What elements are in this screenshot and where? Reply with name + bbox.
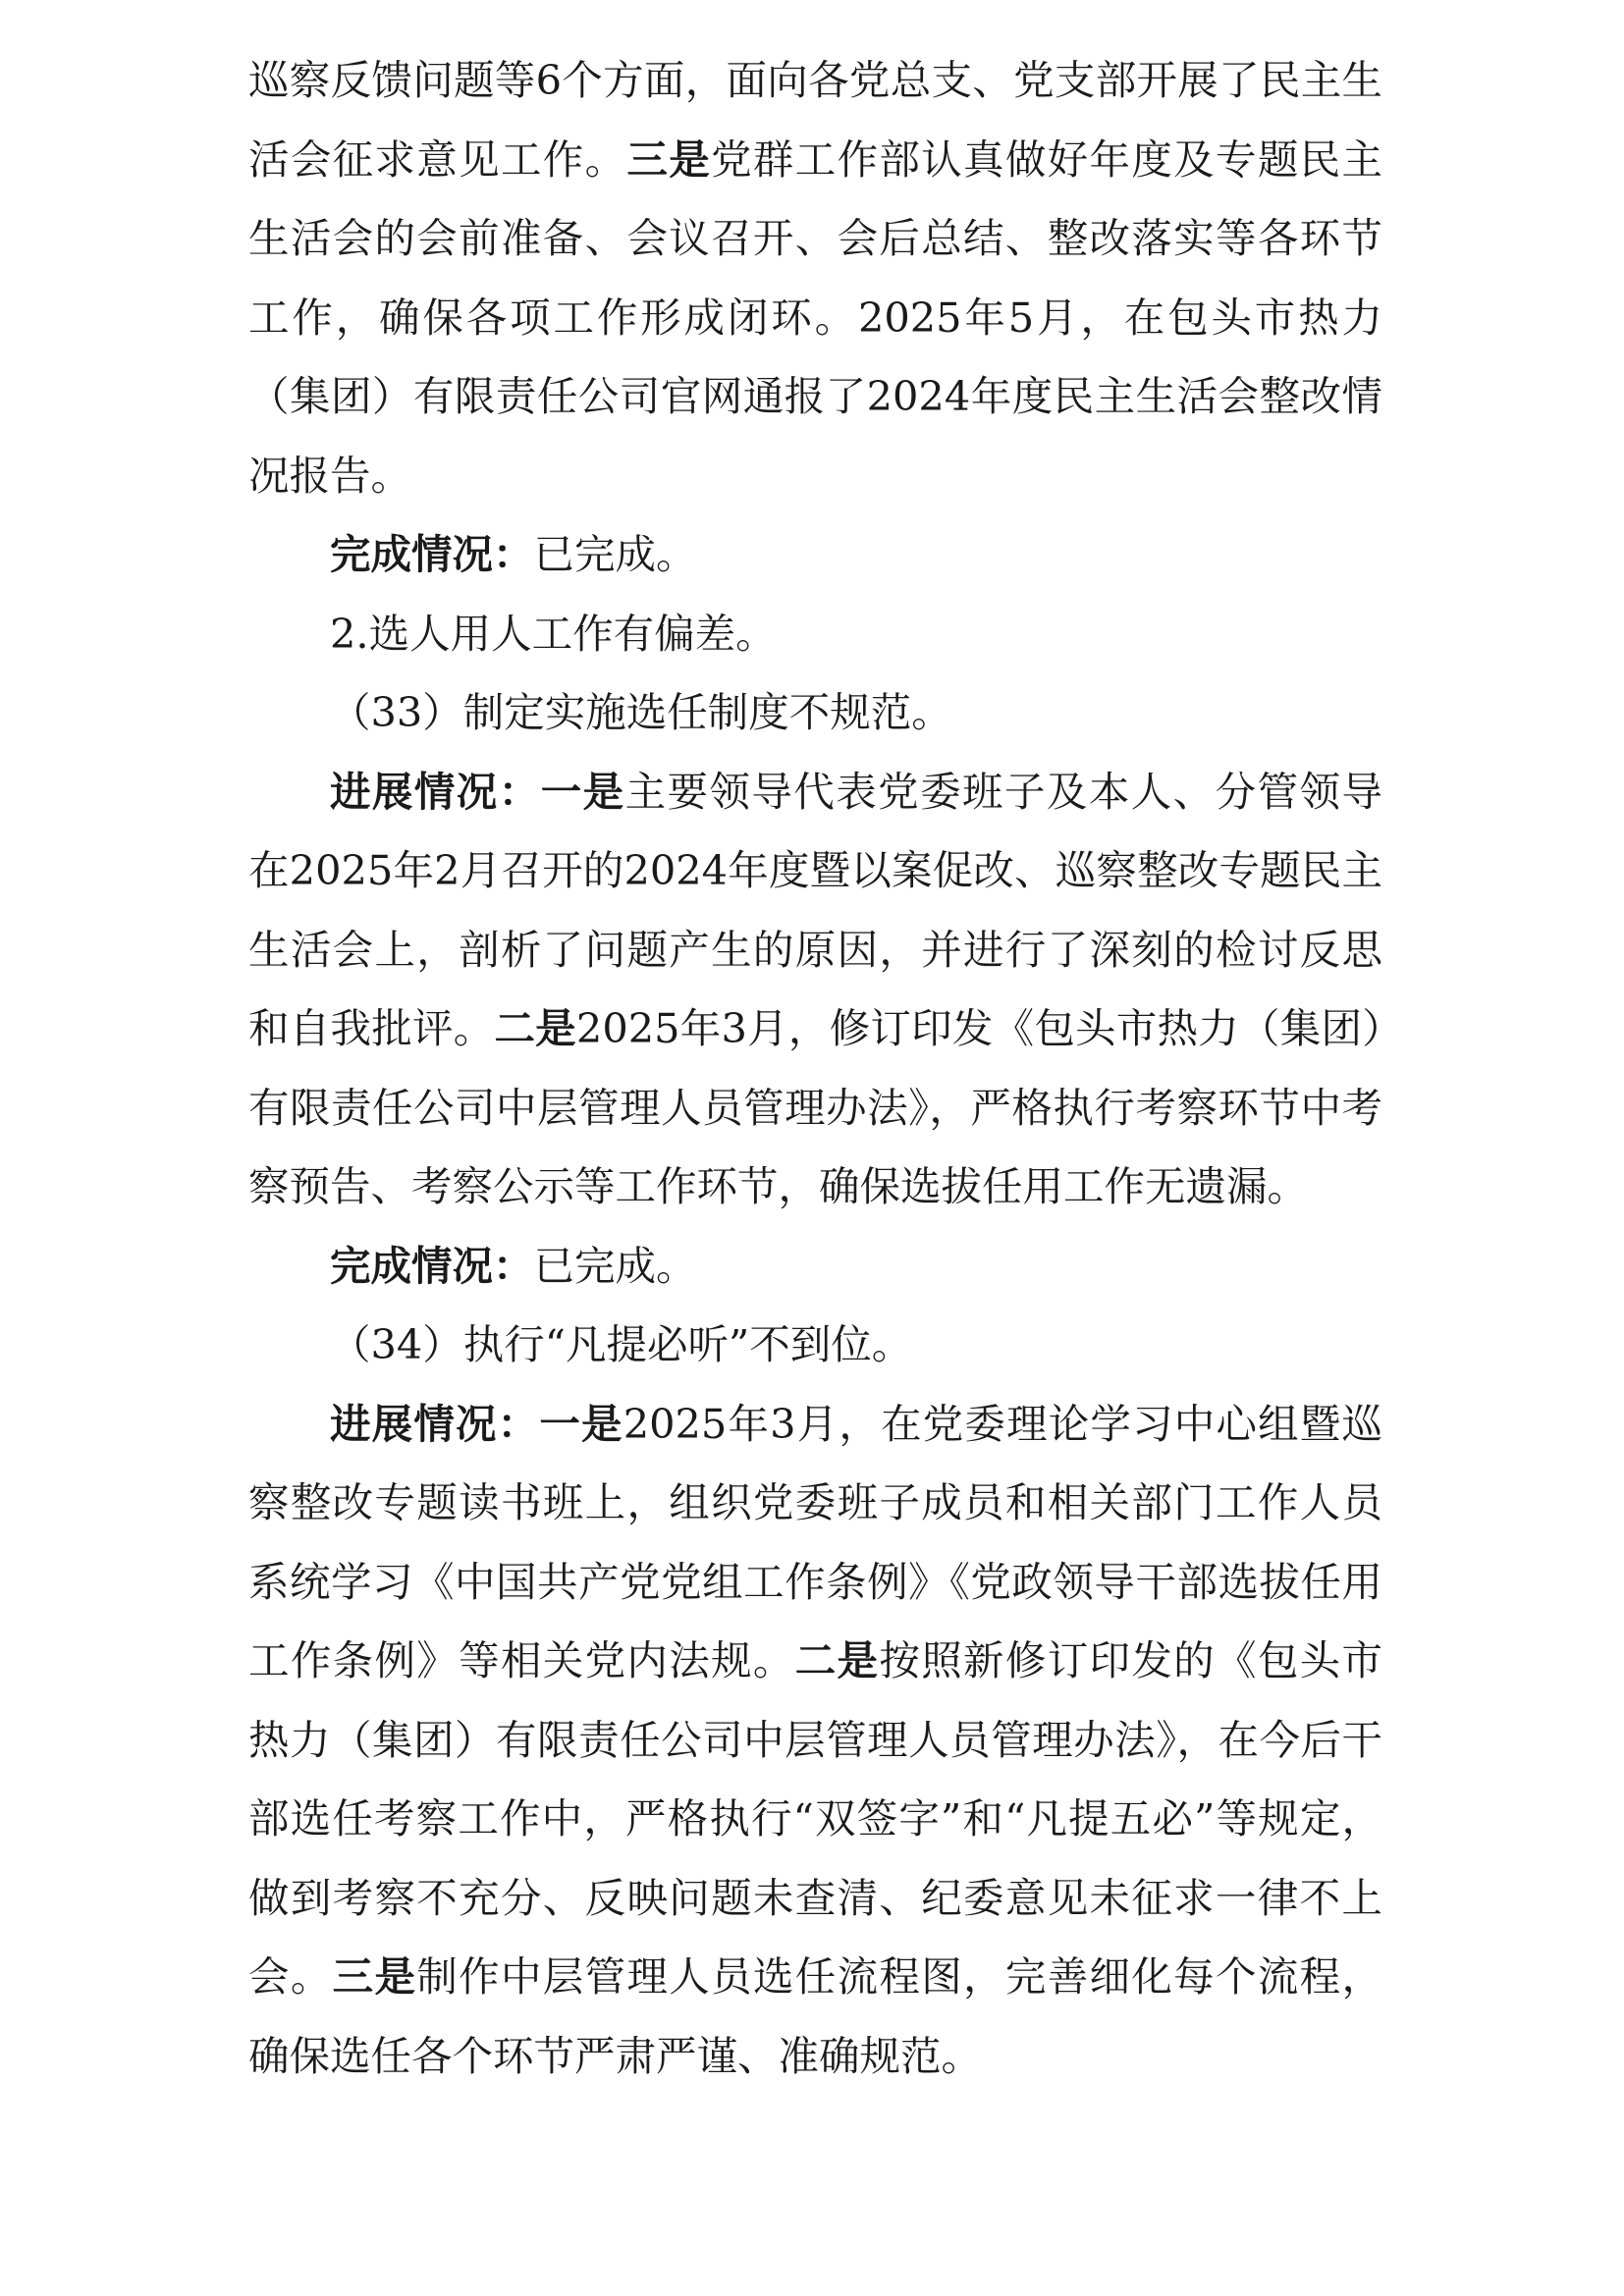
bold-label: 三是 [332, 1952, 417, 2001]
text-run: 2.选人用人工作有偏差。 [330, 609, 777, 658]
text-run: 按照新修订印发的《包头市热力（集团）有限责任公司中层管理人员管理办法》，在今后干部选任考察工作中，严格执行“双签字”和“凡提五必”等规定，做到考察不充分、反映问题未查清、纪委意见未征求一律不上会。 [248, 1636, 1382, 2001]
text-run: 已完成。 [533, 1241, 697, 1290]
bold-label: 三是 [626, 134, 712, 184]
paragraph [248, 1385, 1382, 2097]
text-run: 巡察反馈问题等6个方面，面向各党总支、党支部开展了民主生活会征求意见工作。 [248, 56, 1382, 184]
document-page [248, 41, 1382, 2096]
text-run: 党群工作部认真做好年度及专题民主生活会的会前准备、会议召开、会后总结、整改落实等各环节工作，确保各项工作形成闭环。2025年5月，在包头市热力（集团）有限责任公司官网通报了2024年度民主生活会整改情况报告。 [248, 134, 1382, 500]
paragraph [248, 1227, 1382, 1307]
bold-label: 完成情况： [330, 530, 534, 578]
bold-label: 进展情况： [330, 1399, 540, 1448]
paragraph [248, 595, 1382, 674]
bold-label: 一是 [539, 1399, 623, 1448]
text-run: 已完成。 [533, 530, 697, 578]
bold-label: 完成情况： [330, 1241, 534, 1290]
paragraph [248, 41, 1382, 515]
bold-label: 进展情况： [330, 767, 541, 816]
bold-label: 二是 [494, 1004, 576, 1052]
paragraph [248, 673, 1382, 753]
text-run: 制作中层管理人员选任流程图，完善细化每个流程，确保选任各个环节严肃严谨、准确规范。 [248, 1952, 1382, 2080]
text-run: 2025年3月，修订印发《包头市热力（集团）有限责任公司中层管理人员管理办法》，严格执行考察环节中考察预告、考察公示等工作环节，确保选拔任用工作无遗漏。 [248, 1004, 1382, 1210]
text-run: 主要领导代表党委班子及本人、分管领导在2025年2月召开的2024年度暨以案促改、巡察整改专题民主生活会上，剖析了问题产生的原因，并进行了深刻的检讨反思和自我批评。 [248, 767, 1382, 1052]
text-run: 2025年3月，在党委理论学习中心组暨巡察整改专题读书班上，组织党委班子成员和相关部门工作人员系统学习《中国共产党党组工作条例》《党政领导干部选拔任用工作条例》等相关党内法规。 [248, 1399, 1382, 1684]
document-body [248, 41, 1382, 2096]
paragraph [248, 1306, 1382, 1385]
text-run: （34）执行“凡提必听”不到位。 [330, 1320, 913, 1368]
text-run: （33）制定实施选任制度不规范。 [330, 688, 952, 736]
bold-label: 二是 [794, 1636, 880, 1684]
bold-label: 一是 [540, 767, 625, 816]
paragraph [248, 753, 1382, 1227]
paragraph [248, 515, 1382, 595]
